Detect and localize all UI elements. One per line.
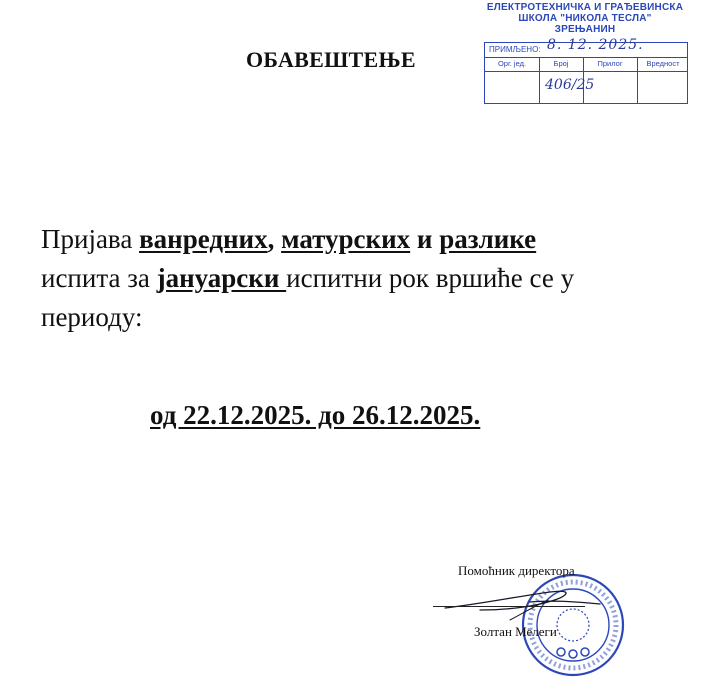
keyword-difference: разлике [439,224,537,254]
stamp-column-headers [485,57,687,72]
body-text-part: Пријава [41,224,140,254]
registry-stamp [478,2,692,106]
handwritten-signature-icon [440,580,610,630]
stamp-line-3: ЗРЕЊАНИН [554,24,616,35]
notice-body [41,220,681,337]
body-text-part: , [267,224,282,254]
stamp-received-row [485,37,687,58]
stamp-body [485,71,687,103]
stamp-col-org: Орг. јед. [497,59,527,68]
stamp-line-1: ЕЛЕКТРОТЕХНИЧКА И ГРАЂЕВИНСКА [486,2,684,13]
document-title: ОБАВЕШТЕЊЕ [246,47,416,72]
exam-period-dates: од 22.12.2025. до 26.12.2025. [150,400,481,430]
keyword-matura: матурских [281,224,411,254]
stamp-header [478,2,692,35]
stamp-col-number: Број [553,59,569,68]
body-text-part: испита за [41,263,157,293]
stamp-line-2: ШКОЛА "НИКОЛА ТЕСЛА" [518,13,652,24]
signatory-name: Золтан Мелеги [474,624,557,639]
stamp-number: 406/25 [545,77,595,93]
body-text-part: и [410,224,440,254]
signature-line [433,606,585,607]
keyword-january: јануарски [156,263,287,293]
keyword-extraordinary: ванредних [139,224,268,254]
stamp-table [484,37,688,104]
stamp-received-label: ПРИМЉЕНО: [489,45,541,54]
stamp-received-date: 8. 12. 2025. [547,37,644,53]
stamp-col-attachment: Прилог [597,59,623,68]
body-text-part: испитни рок вршиће се у периоду: [41,263,575,332]
signatory-role: Помоћник директора [458,563,575,578]
stamp-col-value: Вредност [646,59,680,68]
